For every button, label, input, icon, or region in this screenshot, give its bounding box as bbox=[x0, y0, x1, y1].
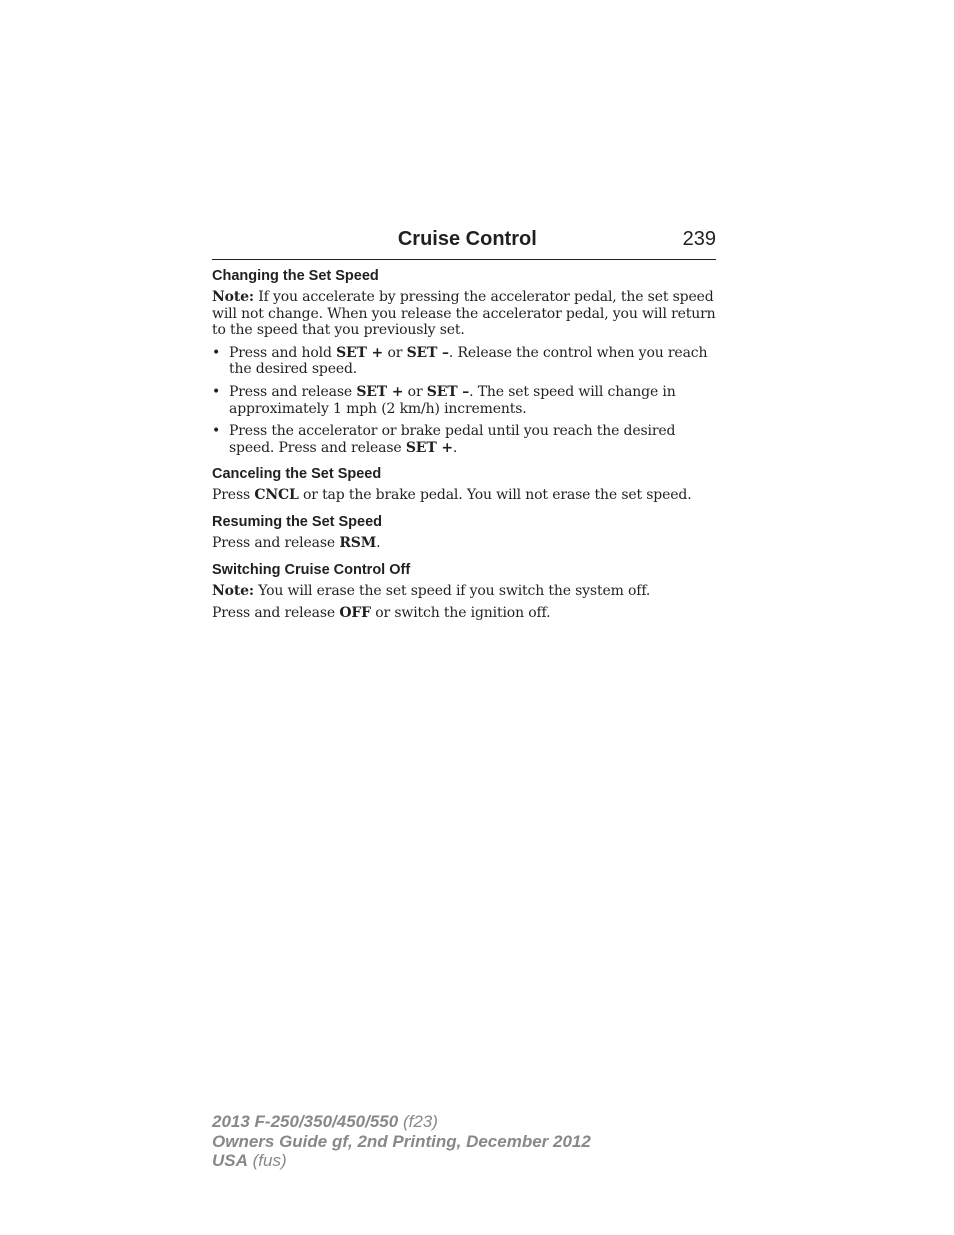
text-segment: or switch the ignition off. bbox=[370, 605, 551, 622]
paragraph-switching bbox=[212, 605, 716, 622]
keyword: SET – bbox=[406, 344, 449, 361]
keyword: SET – bbox=[426, 383, 470, 400]
footer-market: USA bbox=[212, 1151, 248, 1170]
footer-market-code: (fus) bbox=[247, 1151, 287, 1170]
heading-changing-set-speed: Changing the Set Speed bbox=[212, 268, 379, 284]
paragraph-resuming bbox=[212, 535, 716, 552]
text-segment: or tap the brake pedal. You will not erase the set speed. bbox=[298, 487, 692, 504]
text-segment: . The set speed will change in approximately 1 mph (2 km/h) increments. bbox=[229, 383, 676, 417]
footer-model: 2013 F-250/350/450/550 bbox=[212, 1112, 399, 1131]
note-changing bbox=[212, 289, 716, 339]
heading-resuming-set-speed: Resuming the Set Speed bbox=[212, 513, 383, 530]
text-segment: Press the accelerator or brake pedal until you reach the desired speed. Press and release bbox=[229, 423, 676, 456]
note-switching bbox=[212, 583, 716, 600]
manual-page bbox=[212, 228, 716, 628]
keyword: SET + bbox=[336, 344, 384, 361]
bullet-icon: • bbox=[212, 344, 221, 361]
paragraph-canceling bbox=[212, 487, 716, 504]
note-label: Note: bbox=[212, 289, 254, 305]
bullet-list bbox=[212, 345, 716, 457]
text-segment: Press and release bbox=[212, 534, 340, 551]
note-text: You will erase the set speed if you switch the system off. bbox=[253, 582, 651, 599]
footer-code: (f23) bbox=[398, 1112, 438, 1131]
footer-line-edition bbox=[212, 1132, 591, 1152]
bullet-icon: • bbox=[212, 383, 221, 400]
text-segment: . Release the control when you reach the desired speed. bbox=[229, 344, 708, 378]
list-item bbox=[212, 384, 716, 417]
text-segment: Press and release bbox=[212, 605, 340, 622]
text-segment: . bbox=[452, 439, 458, 456]
text-segment: or bbox=[403, 383, 427, 400]
list-item bbox=[212, 345, 716, 378]
section-title: Cruise Control bbox=[397, 228, 537, 250]
page-footer bbox=[212, 1112, 591, 1171]
heading-switching-off: Switching Cruise Control Off bbox=[212, 561, 411, 578]
keyword: OFF bbox=[339, 605, 371, 622]
text-segment: Press bbox=[212, 487, 255, 504]
text-segment: Press and release bbox=[229, 383, 357, 400]
footer-line-market bbox=[212, 1151, 591, 1171]
page-header bbox=[212, 228, 716, 260]
heading-canceling-set-speed: Canceling the Set Speed bbox=[212, 466, 382, 483]
text-segment: . bbox=[376, 534, 381, 551]
keyword: CNCL bbox=[254, 487, 299, 504]
keyword: SET + bbox=[356, 383, 404, 400]
bullet-icon: • bbox=[212, 423, 221, 440]
footer-edition: Owners Guide gf, 2nd Printing, December 2012 bbox=[212, 1131, 591, 1151]
page-number: 239 bbox=[682, 228, 716, 250]
keyword: SET + bbox=[405, 439, 453, 456]
list-item bbox=[212, 423, 716, 456]
footer-line-model bbox=[212, 1112, 591, 1132]
keyword: RSM bbox=[339, 534, 377, 551]
note-label: Note: bbox=[212, 582, 254, 599]
text-segment: Press and hold bbox=[229, 344, 337, 361]
note-text: If you accelerate by pressing the accelerator pedal, the set speed will not change. When you release the accelerator pedal, you will return to the speed that you previously set. bbox=[212, 289, 716, 339]
text-segment: or bbox=[383, 344, 407, 361]
